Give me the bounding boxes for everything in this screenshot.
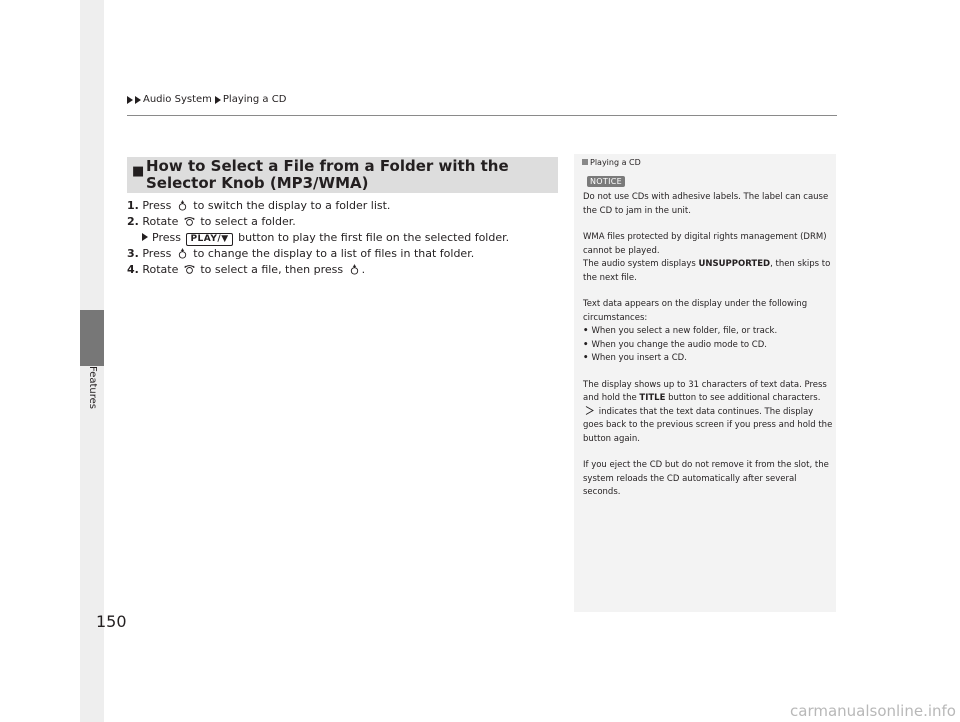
section-heading xyxy=(127,157,558,193)
note-heading: Playing a CD xyxy=(582,158,641,167)
play-button-icon: PLAY/▼ xyxy=(186,233,232,246)
breadcrumb-arrow-icon xyxy=(135,96,141,104)
note-paragraph: The display shows up to 31 characters of text data. Press and hold the TITLE button to see additional characters. indicates that the text data continues. The display goes back to the previous screen if you press and hold the button again. xyxy=(583,379,833,444)
breadcrumb xyxy=(127,94,289,105)
note-body xyxy=(583,191,833,513)
note-paragraph: Do not use CDs with adhesive labels. The label can cause the CD to jam in the unit. xyxy=(583,192,829,216)
step-4: 4. Rotate to select a file, then press . xyxy=(127,263,366,276)
note-bullet: • When you change the audio mode to CD. xyxy=(583,340,767,350)
breadcrumb-arrow-icon xyxy=(215,96,221,104)
step-2-substep: Press PLAY/▼ button to play the first file on the selected folder. xyxy=(127,230,557,246)
notice-badge: NOTICE xyxy=(587,176,625,187)
watermark: carmanualsonline.info xyxy=(790,702,956,720)
breadcrumb-arrow-icon xyxy=(127,96,133,104)
sidebar-label: Features xyxy=(87,366,98,409)
knob-press-icon xyxy=(177,248,188,259)
section-square-icon: ■ xyxy=(132,164,145,179)
section-title: How to Select a File from a Folder with the Selector Knob (MP3/WMA) xyxy=(146,157,509,192)
substep-arrow-icon xyxy=(142,233,148,241)
step-1: 1. Press to switch the display to a folder list. xyxy=(127,199,391,212)
note-paragraph: Text data appears on the display under the following circumstances: • When you select a new folder, file, or track. • When you change the audio mode to CD. • When you insert a CD. xyxy=(583,298,833,366)
steps-list xyxy=(127,198,557,278)
breadcrumb-item-playing-cd[interactable]: Playing a CD xyxy=(222,94,287,105)
breadcrumb-item-audio-system[interactable]: Audio System xyxy=(143,94,212,105)
knob-rotate-icon xyxy=(184,264,195,275)
note-square-icon xyxy=(582,159,588,165)
note-bullet: • When you select a new folder, file, or track. xyxy=(583,326,777,336)
note-paragraph: If you eject the CD but do not remove it from the slot, the system reloads the CD automatically after several seconds. xyxy=(583,460,829,497)
continue-arrow-icon xyxy=(585,406,594,415)
knob-rotate-icon xyxy=(184,216,195,227)
step-3: 3. Press to change the display to a list of files in that folder. xyxy=(127,247,475,260)
note-bullet: • When you insert a CD. xyxy=(583,353,687,363)
step-2: 2. Rotate to select a folder. xyxy=(127,215,296,228)
section-tab-marker xyxy=(80,310,104,366)
knob-press-icon xyxy=(349,264,360,275)
note-paragraph: WMA files protected by digital rights management (DRM) cannot be played. The audio system displays UNSUPPORTED, then skips to the next file. xyxy=(583,232,831,283)
page-number: 150 xyxy=(96,612,127,631)
knob-press-icon xyxy=(177,200,188,211)
header-divider xyxy=(127,115,837,116)
